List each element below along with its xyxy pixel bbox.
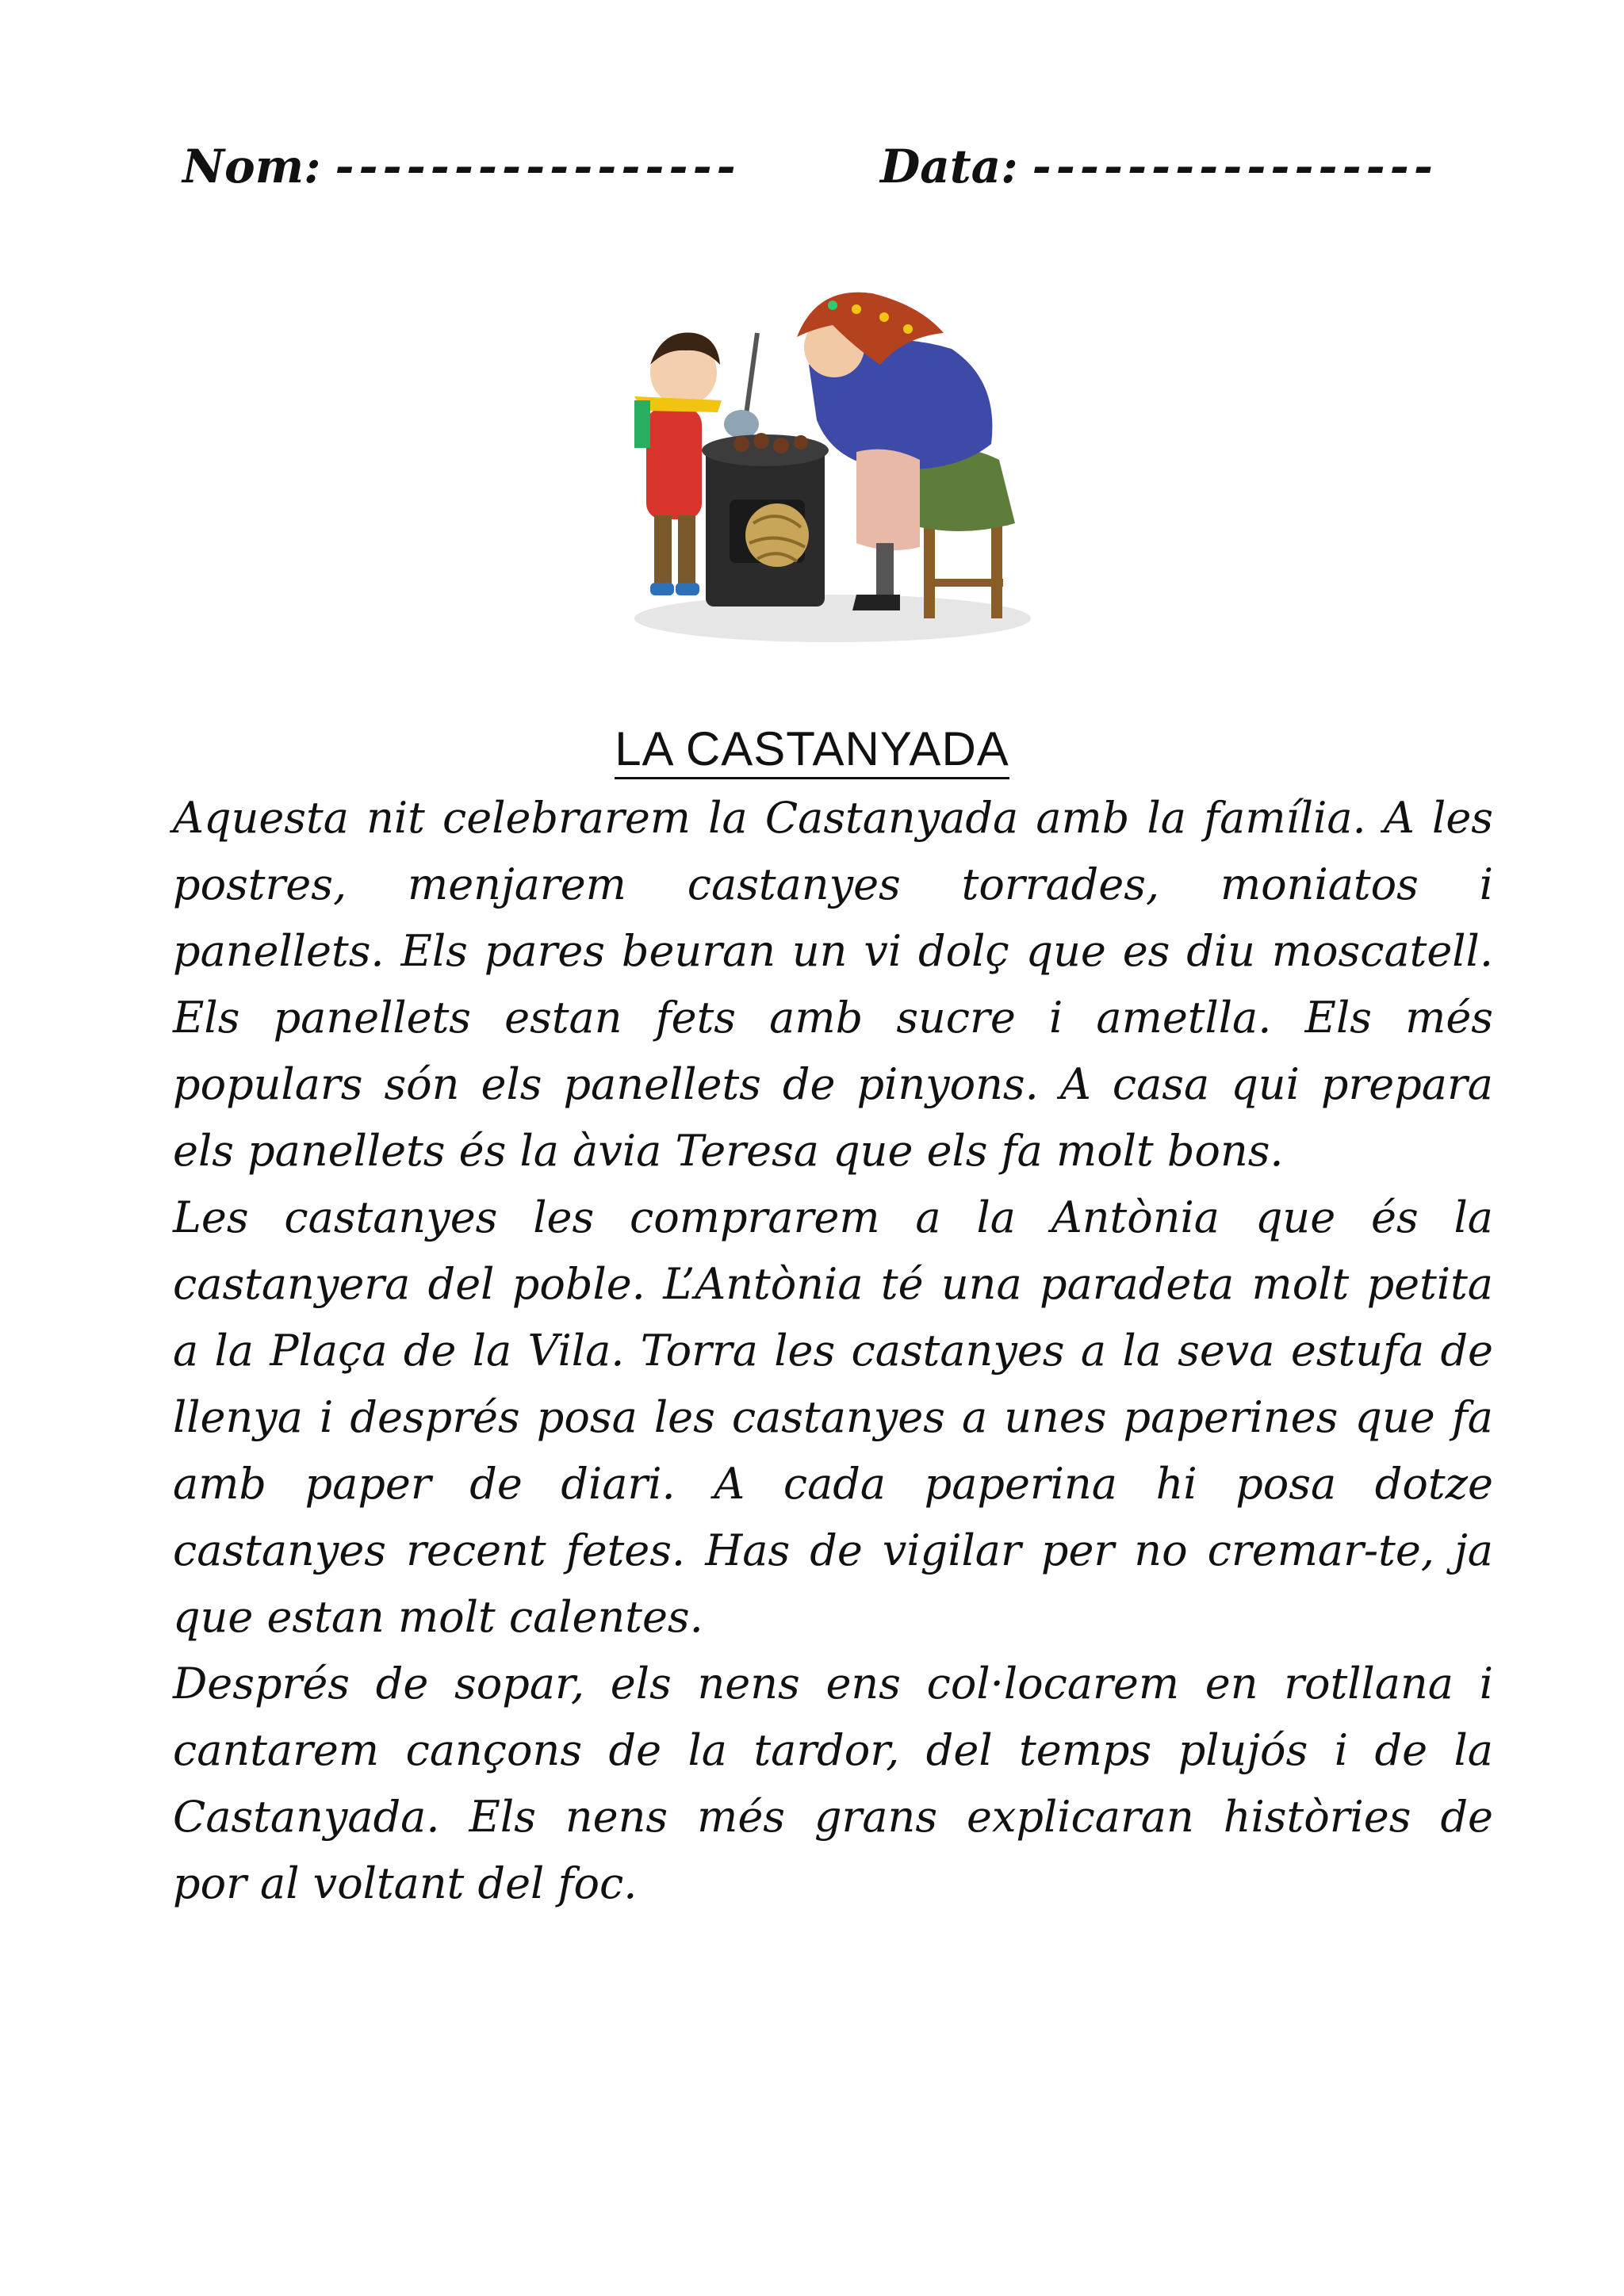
story-line: Els panellets estan fets amb sucre i ametlla. Els més (173, 993, 1493, 1043)
story-line: Castanyada. Els nens més grans explicaran històries de (173, 1792, 1493, 1842)
header (182, 135, 1491, 198)
story-line: por al voltant del foc. (173, 1858, 638, 1908)
story-line: postres, menjarem castanyes torrades, moniatos i (173, 859, 1493, 909)
date-field[interactable] (880, 135, 1438, 198)
story-line: Després de sopar, els nens ens col·locarem en rotllana i (173, 1659, 1493, 1709)
story-line: Les castanyes les comprarem a la Antònia que és la (173, 1192, 1493, 1242)
castanyera-illustration-icon (619, 262, 1063, 658)
name-label: Nom: (182, 140, 321, 193)
story-line: que estan molt calentes. (173, 1592, 703, 1642)
story-line: panellets. Els pares beuran un vi dolç que es diu moscatell. (173, 926, 1493, 976)
worksheet-title (0, 718, 1624, 781)
worksheet-title-text: LA CASTANYADA (615, 722, 1009, 779)
date-label: Data: (880, 140, 1018, 193)
date-blank[interactable]: ----------------- (1032, 140, 1438, 193)
story-line: Aquesta nit celebrarem la Castanyada amb la família. A les (173, 793, 1493, 843)
story-line: a la Plaça de la Vila. Torra les castanyes a la seva estufa de (173, 1326, 1493, 1376)
name-field[interactable] (182, 135, 741, 198)
story-line: amb paper de diari. A cada paperina hi posa dotze (173, 1459, 1493, 1509)
story-line: populars són els panellets de pinyons. A casa qui prepara (173, 1059, 1493, 1109)
story-line: cantarem cançons de la tardor, del temps plujós i de la (173, 1725, 1493, 1775)
story-line: els panellets és la àvia Teresa que els fa molt bons. (173, 1126, 1284, 1176)
story-line: llenya i després posa les castanyes a unes paperines que fa (173, 1392, 1493, 1442)
story-line: castanyera del poble. L’Antònia té una paradeta molt petita (173, 1259, 1493, 1309)
story-line: castanyes recent fetes. Has de vigilar per no cremar-te, ja (173, 1525, 1493, 1575)
name-blank[interactable]: ----------------- (335, 140, 741, 193)
story-text (173, 785, 1493, 1917)
